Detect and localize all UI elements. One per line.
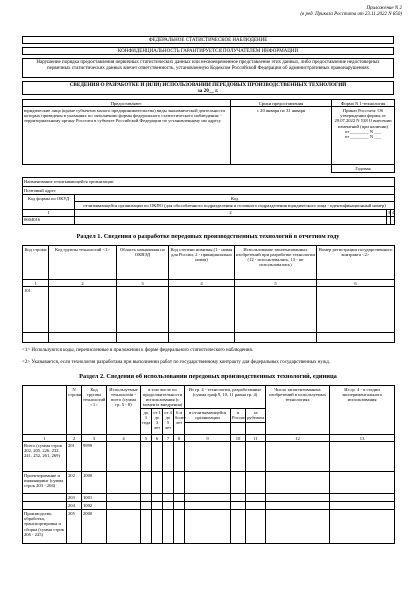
s1-cell-patents[interactable] — [235, 287, 317, 333]
table-row — [23, 442, 395, 472]
appendix-line2: (в ред. Приказа Росстата от 23.11.2022 N 850) — [300, 11, 402, 17]
s2-header-developed: Из гр. 4 - технологии, разработанные (сумма граф 9, 10, 11 равна гр. 4) — [185, 386, 266, 409]
section1-table — [22, 245, 394, 343]
order-text: Приказ Росстата: Об утверждении формы от 29.07.2022 N 538 О внесении изменений (при наличии) — [334, 107, 392, 129]
table-row — [23, 472, 395, 494]
s2-row-number: 204 — [67, 502, 82, 510]
s2-num-10: 10 — [231, 435, 246, 442]
s2-header-name — [23, 386, 67, 435]
order-info — [332, 107, 395, 165]
s1-header-row-code: Код строки — [23, 246, 49, 280]
s2-header-1-3y: от 1 до 3 лет — [152, 409, 163, 435]
s1-cell-tech-group[interactable] — [49, 287, 117, 333]
code-header: Код — [75, 195, 395, 202]
s2-header-used-total: Используемые технологии - всего (сумма гр. 5 - 8) — [107, 386, 141, 435]
s2-row-code: 1000 — [82, 472, 107, 494]
s2-header-duration: в том числе по продолжительности использования (с момента внедрения) — [141, 386, 185, 409]
warning-text: Нарушение порядка предоставления первичных статистических данных или несвоевременное представление этих данных, либо предоставление недостоверных первичных статистических данных влечет ответственность, установленную Кодексом Российской Федерации об административных правонарушениях — [36, 60, 380, 71]
s2-header-6plus: 6 и более лет — [174, 409, 185, 435]
deadlines-text: с 20 января по 31 января — [231, 107, 332, 165]
okud-header: Код формы по ОКУД — [23, 195, 75, 210]
s2-row-number: 205 — [67, 510, 82, 544]
deadlines-header: Сроки предоставления — [231, 100, 332, 107]
section2-table — [22, 385, 394, 544]
appendix-note — [300, 6, 402, 18]
s1-header-okved: Область назначения по ОКВЭД — [117, 246, 169, 280]
s2-row-name — [23, 494, 67, 502]
s1-num-4: 4 — [169, 280, 235, 287]
order-line2: от ________ N ___ — [344, 134, 382, 140]
s2-row-code: 2000 — [82, 510, 107, 544]
s1-header-contract: Номер регистрации государственного контракта <2> — [317, 246, 395, 280]
s2-num-13: 13 — [330, 435, 395, 442]
s1-header-patents: Использование запатентованных изобретений при разработке технологии (12 - использовались, 13 - не использовались) — [235, 246, 317, 280]
s2-header-abroad: за рубежом — [246, 409, 266, 423]
s2-num-5: 5 — [141, 435, 152, 442]
s2-column-numbers — [23, 435, 395, 442]
s2-row-name — [23, 502, 67, 510]
s2-header-tech-group: Код группы технологий <1> — [82, 386, 107, 435]
survey-header-text: ФЕДЕРАЛЬНОЕ СТАТИСТИЧЕСКОЕ НАБЛЮДЕНИЕ — [148, 38, 268, 43]
col-num-1: 1 — [23, 209, 75, 216]
s2-num-2: 2 — [67, 435, 82, 442]
s2-row-name: Всего (сумма строк 202, 205, 226, 232, 241, 252, 261, 269) — [23, 442, 67, 472]
col-num-2: 2 — [75, 209, 387, 216]
s1-num-6: 6 — [317, 280, 395, 287]
s1-num-3: 3 — [117, 280, 169, 287]
table-row — [23, 494, 395, 502]
s1-num-1: 1 — [23, 280, 49, 287]
appendix-line1: Приложение N 2 — [366, 6, 402, 11]
s2-num-1: 1 — [23, 435, 67, 442]
s2-header-row-number: N строки — [67, 386, 82, 435]
form-title-box — [22, 81, 394, 95]
s2-header-russia: в России — [231, 409, 246, 423]
s2-num-9: 9 — [185, 435, 231, 442]
s2-num-6: 6 — [152, 435, 163, 442]
s2-num-4: 4 — [107, 435, 141, 442]
section1-title: Раздел 1. Сведения о разработке передовых производственных технологий в отчетном году — [76, 233, 340, 240]
s1-cell-novelty[interactable] — [169, 287, 235, 333]
section2-title: Раздел 2. Сведения об использовании передовых производственных технологий, единица — [79, 373, 337, 380]
s2-num-11: 11 — [246, 435, 266, 442]
periodicity: Годовая — [332, 165, 395, 172]
year-line: за 20__ г. — [197, 87, 219, 94]
warning-box — [22, 58, 394, 78]
footnote-2: <2> Указывается, если технология разработана при выполнении работ по государственному контракту для федеральных государственных нужд. — [22, 360, 331, 365]
confidentiality-text: КОНФИДЕНЦИАЛЬНОСТЬ ГАРАНТИРУЕТСЯ ПОЛУЧАТЕЛЕМ ИНФОРМАЦИИ — [117, 49, 299, 54]
s1-num-2: 2 — [49, 280, 117, 287]
s1-header-novelty: Код степени новизны (1 - новая для России, 2 - принципиально новая) — [169, 246, 235, 280]
s2-num-7: 7 — [163, 435, 174, 442]
s2-row-number: 203 — [67, 494, 82, 502]
table-row — [23, 510, 395, 544]
s2-row-name: Производство, обработка, транспортировка и сборка (сумма строк 206 - 225) — [23, 510, 67, 544]
s1-header-tech-group: Код группы технологий <1> — [49, 246, 117, 280]
s2-row-code: 9999 — [82, 442, 107, 472]
s2-num-12: 12 — [266, 435, 330, 442]
s2-num-3: 3 — [82, 435, 107, 442]
s2-row-code: 1002 — [82, 502, 107, 510]
form-title: СВЕДЕНИЯ О РАЗРАБОТКЕ И (ИЛИ) ИСПОЛЬЗОВАНИИ ПЕРЕДОВЫХ ПРОИЗВОДСТВЕННЫХ ТЕХНОЛОГИЙ — [69, 82, 347, 88]
s2-header-under-1y: до 1 года — [141, 409, 152, 435]
s2-row-code: 1001 — [82, 494, 107, 502]
s2-header-4-5y: от 4 до 5 лет — [163, 409, 174, 435]
s1-row-code: 101 — [23, 287, 49, 333]
org-address-label: Почтовый адрес — [23, 187, 395, 195]
s1-cell-okved[interactable] — [117, 287, 169, 333]
footnote-1: <1> Используются коды, перечисленные в приложении к форме федерального статистического наблюдения. — [22, 348, 254, 353]
s1-cell-contract[interactable] — [317, 287, 395, 333]
form-number-header: Форма N 1-технология — [332, 100, 395, 107]
s2-header-own-org: в отчитывающейся организации — [185, 409, 231, 423]
submitters-table — [22, 99, 394, 173]
col-num-4: 4 — [392, 210, 395, 216]
submitters-text: юридические лица (кроме субъектов малого предпринимательства) виды экономической деятельности которых приведены в указаниях по заполнению формы федерального статистического наблюдения: - территориальному органу Росстата в субъекте Российской Федерации по установленному им адресу — [23, 107, 231, 165]
code-subheader: отчитывающейся организации по ОКПО (для обособленного подразделения и головного подразделения юридического лица - идентификационный номер) — [75, 202, 395, 209]
confidentiality-header — [22, 47, 394, 55]
okpo-cell[interactable] — [75, 216, 387, 224]
s2-row-number: 201 — [67, 442, 82, 472]
s2-header-patents: Число запатентованных изобретений в используемых технологиях — [266, 386, 330, 435]
table-row — [23, 502, 395, 510]
s2-num-8: 8 — [174, 435, 185, 442]
okud-value: 0604016 — [23, 216, 75, 224]
org-name-label: Наименование отчитывающейся организации — [23, 178, 395, 187]
org-table — [22, 177, 394, 225]
s1-num-5: 5 — [235, 280, 317, 287]
s2-header-experimental: Из гр. 4 - в стадии экспериментального использования — [330, 386, 395, 435]
survey-header — [22, 36, 394, 44]
order-line1: от ________ N ___ — [344, 128, 382, 134]
col-num-3: 3 — [388, 210, 391, 216]
s2-row-number: 202 — [67, 472, 82, 494]
s2-row-name: Проектирование и инжиниринг (сумма строк 203 - 204) — [23, 472, 67, 494]
submitters-header: Предоставляют: — [23, 100, 231, 107]
